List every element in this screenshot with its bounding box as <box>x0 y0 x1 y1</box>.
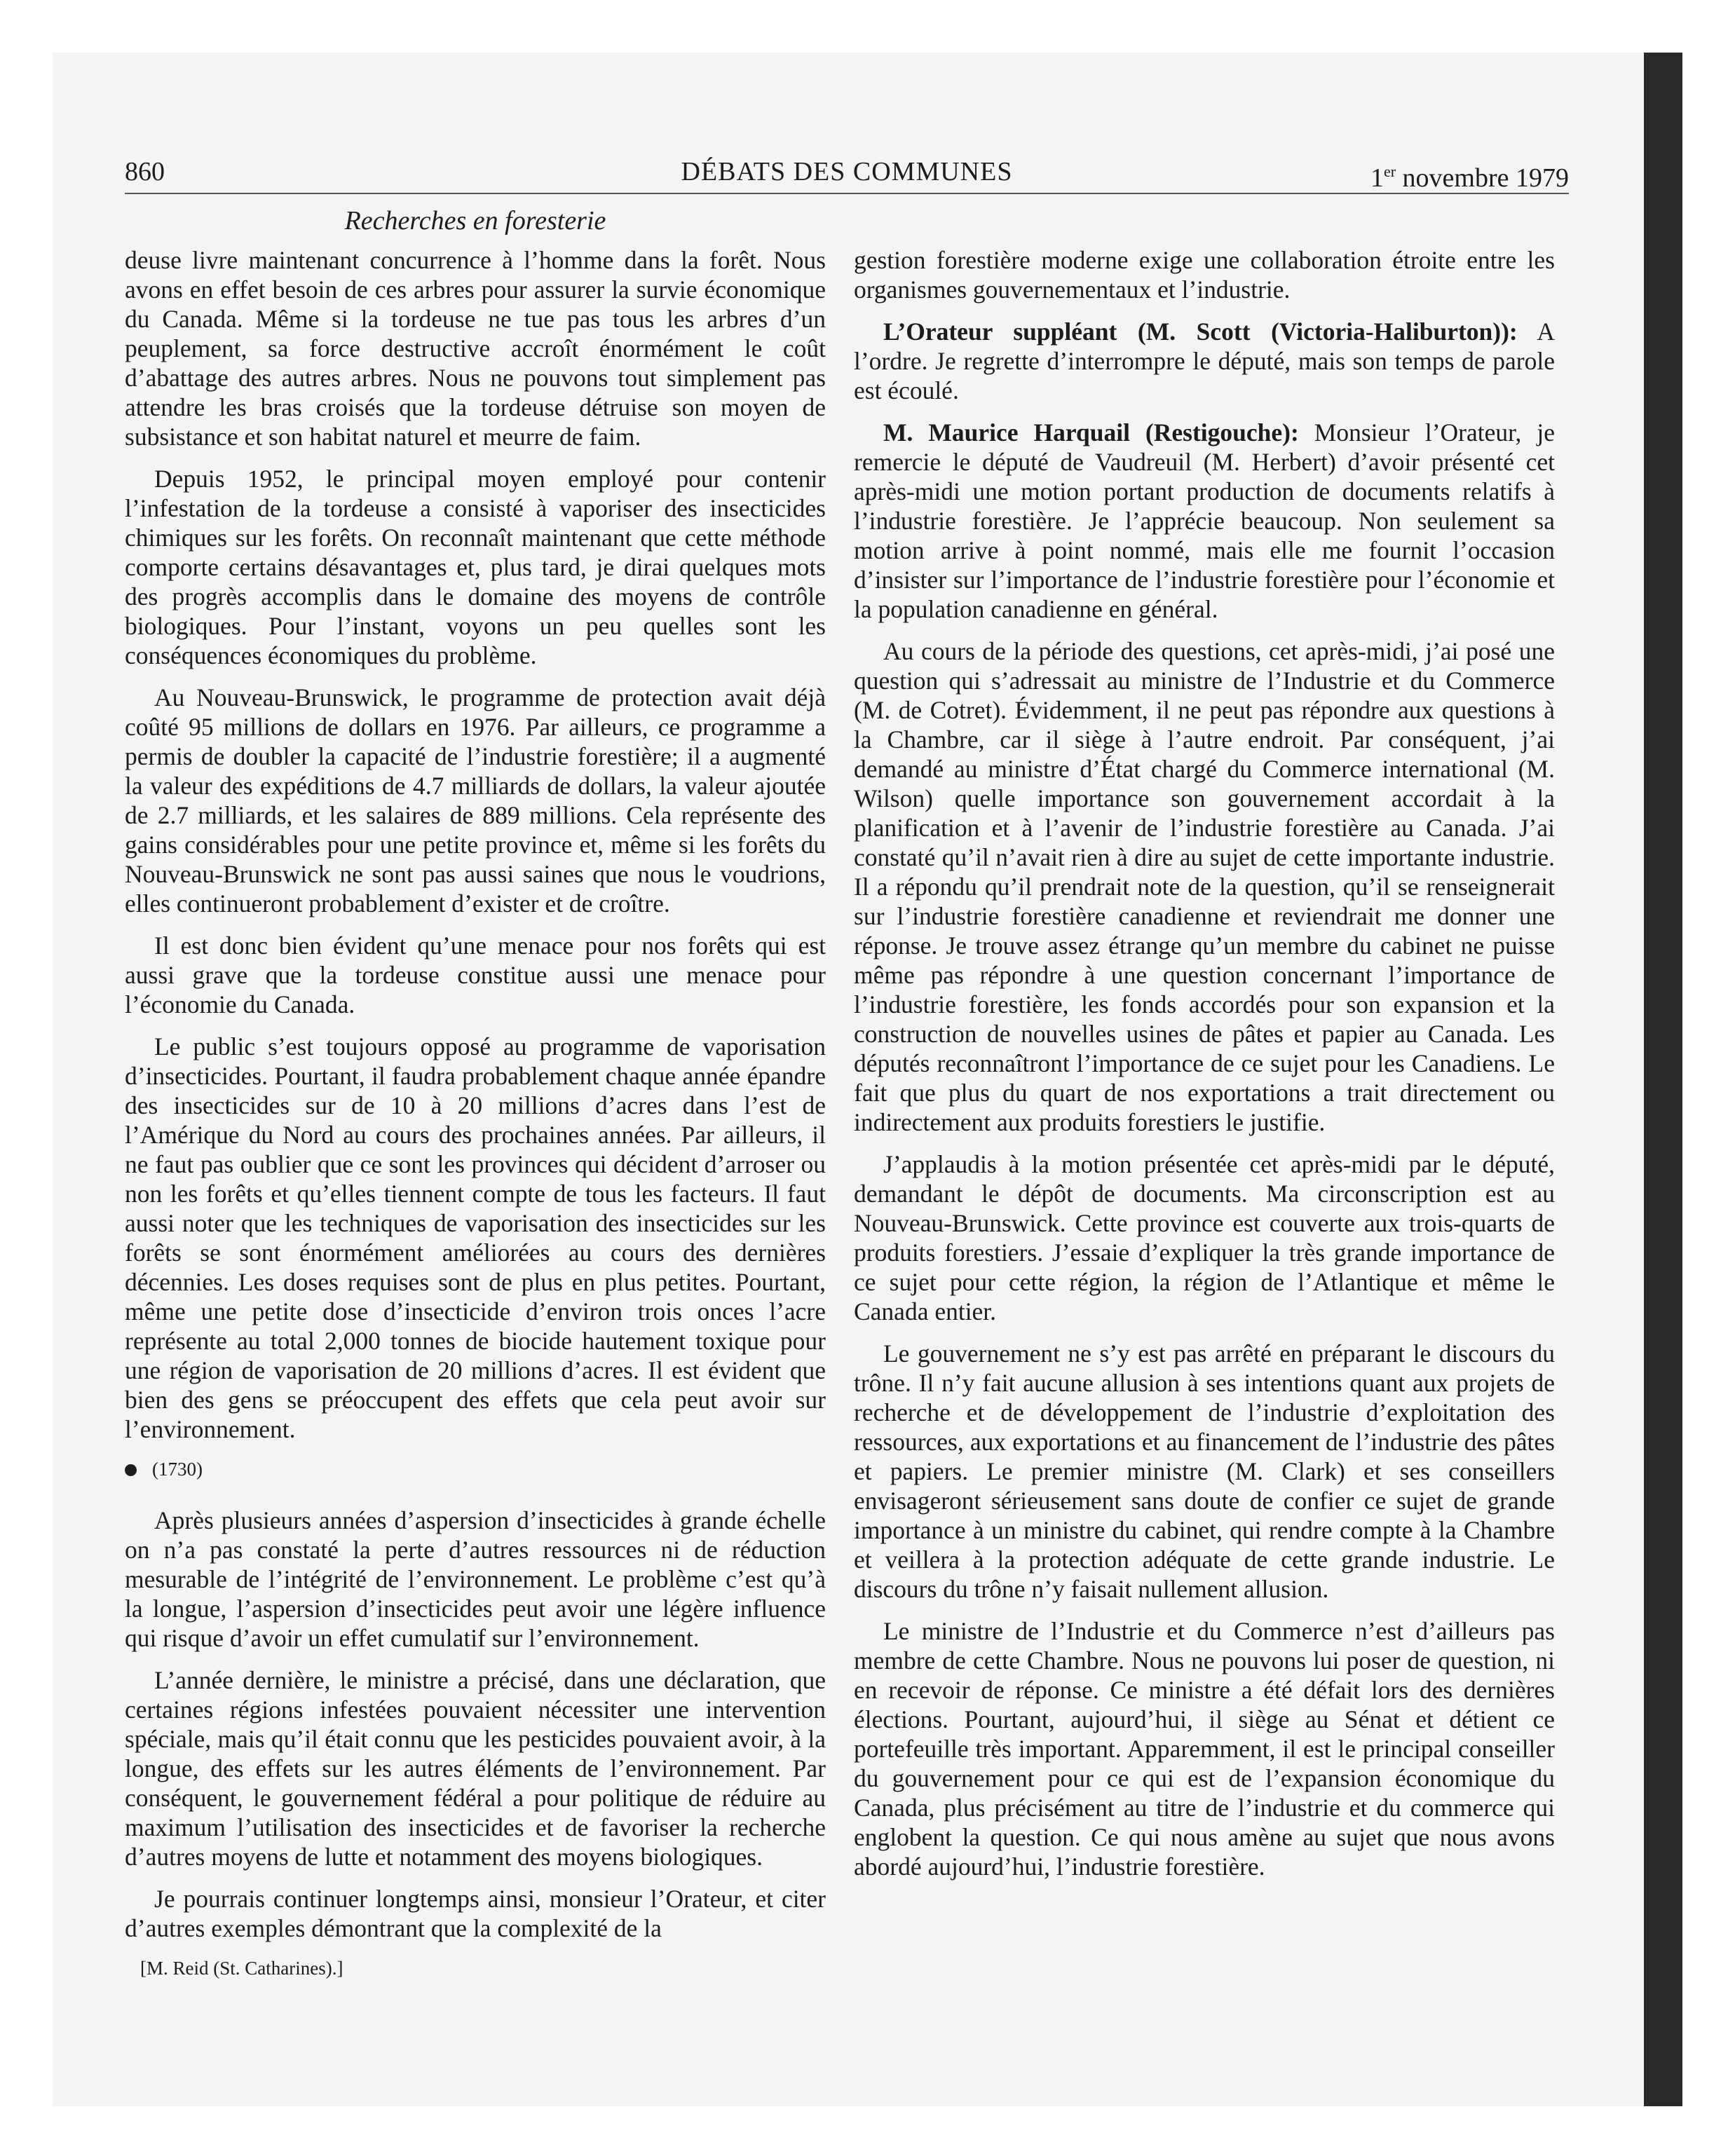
time-marker <box>125 1456 826 1482</box>
bullet-dot-icon <box>125 1464 137 1476</box>
speech-text: Monsieur l’Orateur, je remercie le député de Vaudreuil (M. Herbert) d’avoir présenté cet après-midi une motion portant production de documents relatifs à l’industrie forestière. Je l’apprécie beaucoup. Non seulement sa motion arrive à point nommé, mais elle me fournit l’occasion d’insister sur l’importance de l’industrie forestière pour l’économie et la population canadienne en général. <box>854 418 1555 623</box>
right-column <box>854 245 1555 1894</box>
speaker-name: M. Maurice Harquail (Restigouche): <box>883 418 1299 446</box>
speaker-name: L’Orateur suppléant (M. Scott (Victoria-Haliburton)): <box>883 318 1518 346</box>
section-subhead: Recherches en foresterie <box>344 206 606 236</box>
paragraph: Le gouvernement ne s’y est pas arrêté en préparant le discours du trône. Il n’y fait aucune allusion à ses intentions quant aux projets de recherche et de développement de l’industrie d’exploitation des ressources, aux exportations et au financement de l’industrie des pâtes et papiers. Le premier ministre (M. Clark) et ses conseillers envisageront sérieusement sans doute de confier ce sujet de grande importance à un ministre du cabinet, qui rendre compte à la Chambre et veillera à la protection adéquate de cette grande industrie. Le discours du trône n’y faisait nullement allusion. <box>854 1339 1555 1603</box>
scan-edge-bar <box>1644 53 1682 2106</box>
paragraph: Il est donc bien évident qu’une menace pour nos forêts qui est aussi grave que la tordeuse constitue aussi une menace pour l’économie du Canada. <box>125 932 826 1018</box>
speech-text: A l’ordre. Je regrette d’interrompre le député, mais son temps de parole est écoulé. <box>854 318 1555 404</box>
journal-title: DÉBATS DES COMMUNES <box>681 157 1013 186</box>
paragraph: Le public s’est toujours opposé au programme de vaporisation d’insecticides. Pourtant, il faudra probablement chaque année épandre des insecticides sur de 10 à 20 millions d’acres dans l’est de l’Amérique du Nord au cours des prochaines années. Par ailleurs, il ne faut pas oublier que ce sont les provinces qui décident d’arroser ou non les forêts et qu’elles tiennent compte de tous les facteurs. Il faut aussi noter que les techniques de vaporisation des insecticides sur les forêts se sont énormément améliorées au cours des dernières décennies. Les doses requises sont de plus en plus petites. Pourtant, même une petite dose d’insecticide d’environ trois onces l’acre représente au total 2,000 tonnes de biocide hautement toxique pour une région de vaporisation de 20 millions d’acres. Il est évident que bien des gens se préoccupent des effets que cela peut avoir sur l’environnement. <box>125 1032 826 1443</box>
paragraph: Au Nouveau-Brunswick, le programme de protection avait déjà coûté 95 millions de dollars en 1976. Par ailleurs, ce programme a permis de doubler la capacité de l’industrie forestière; il a augmenté la valeur des expéditions de 4.7 milliards de dollars, la valeur ajoutée de 2.7 milliards, et les salaires de 889 millions. Cela représente des gains considérables pour une petite province et, même si les forêts du Nouveau-Brunswick ne sont pas aussi saines que nous le voudrions, elles continueront probablement d’exister et de croître. <box>125 683 826 917</box>
speech-paragraph <box>854 418 1555 624</box>
paragraph: Après plusieurs années d’aspersion d’insecticides à grande échelle on n’a pas constaté la perte d’autres ressources ni de réduction mesurable de l’intégrité de l’environnement. Le problème c’est qu’à la longue, l’aspersion d’insecticides peut avoir une légère influence qui risque d’avoir un effet cumulatif sur l’environnement. <box>125 1506 826 1652</box>
paragraph: gestion forestière moderne exige une collaboration étroite entre les organismes gouvernementaux et l’industrie. <box>854 246 1555 303</box>
paragraph: Je pourrais continuer longtemps ainsi, monsieur l’Orateur, et citer d’autres exemples démontrant que la complexité de la <box>125 1885 826 1942</box>
paragraph: deuse livre maintenant concurrence à l’homme dans la forêt. Nous avons en effet besoin de ces arbres pour assurer la survie économique du Canada. Même si la tordeuse ne tue pas tous les arbres d’un peuplement, sa force destructive accroît énormément le coût d’abattage des autres arbres. Nous ne pouvons tout simplement pas attendre les bras croisés que la tordeuse détruise son moyen de subsistance et son habitat naturel et meurre de faim. <box>125 246 826 451</box>
header-rule <box>125 193 1569 194</box>
speech-paragraph <box>854 317 1555 405</box>
date-day: 1 <box>1370 163 1384 193</box>
paragraph: Au cours de la période des questions, cet après-midi, j’ai posé une question qui s’adressait au ministre de l’Industrie et du Commerce (M. de Cotret). Évidemment, il ne peut pas répondre aux questions à la Chambre, car il siège à l’autre endroit. Par conséquent, j’ai demandé au ministre d’État chargé du Commerce international (M. Wilson) quelle importance son gouvernement accordait à la planification et à l’avenir de l’industrie forestière au Canada. J’ai constaté qu’il n’avait rien à dire au sujet de cette importante industrie. Il a répondu qu’il prendrait note de la question, qu’il se renseignerait sur l’industrie forestière canadienne et reviendrait me donner une réponse. Je trouve assez étrange qu’un membre du cabinet ne puisse même pas répondre à une question concernant l’importance de l’industrie forestière, les fonds accordés pour son expansion et la construction de nouvelles usines de pâtes et papier au Canada. Les députés reconnaîtront l’importance de ce sujet pour les Canadiens. Le fait que plus du quart de nos exportations a trait directement ou indirectement aux produits forestiers le justifie. <box>854 637 1555 1136</box>
time-marker-label: (1730) <box>152 1459 203 1480</box>
date-superscript: er <box>1383 163 1396 180</box>
paragraph: L’année dernière, le ministre a précisé, dans une déclaration, que certaines régions infestées pouvaient nécessiter une intervention spéciale, mais qu’il était connu que les pesticides pouvaient avoir, à la longue, des effets sur les autres éléments de l’environnement. Par conséquent, le gouvernement fédéral a pour politique de réduire au maximum l’utilisation des insecticides et de favoriser la recherche d’autres moyens de lutte et notamment des moyens biologiques. <box>125 1666 826 1871</box>
paragraph: Depuis 1952, le principal moyen employé pour contenir l’infestation de la tordeuse a consisté à vaporiser des insecticides chimiques sur les forêts. On reconnaît maintenant que cette méthode comporte certains désavantages et, plus tard, je dirai quelques mots des progrès accomplis dans le domaine des moyens de contrôle biologiques. Pour l’instant, voyons un peu quelles sont les conséquences économiques du problème. <box>125 465 826 669</box>
speaker-footnote: [M. Reid (St. Catharines).] <box>140 1958 343 1979</box>
page-header <box>125 154 1569 196</box>
paragraph: Le ministre de l’Industrie et du Commerce n’est d’ailleurs pas membre de cette Chambre. Nous ne pouvons lui poser de question, ni en recevoir de réponse. Ce ministre a été défait lors des dernières élections. Pourtant, aujourd’hui, il siège au Sénat et détient ce portefeuille très important. Apparemment, il est le principal conseiller du gouvernement pour ce qui est de l’expansion économique du Canada, plus précisément au titre de l’industrie et du commerce qui englobent la question. Ce qui nous amène au sujet que nous avons abordé aujourd’hui, l’industrie forestière. <box>854 1617 1555 1881</box>
page-number: 860 <box>125 157 165 186</box>
page-date <box>1370 154 1569 196</box>
date-month-year: novembre 1979 <box>1396 163 1569 193</box>
left-column <box>125 245 826 1981</box>
paragraph: J’applaudis à la motion présentée cet après-midi par le député, demandant le dépôt de documents. Ma circonscription est au Nouveau-Brunswick. Cette province est couverte aux trois-quarts de produits forestiers. J’essaie d’expliquer la très grande importance de ce sujet pour cette région, la région de l’Atlantique et même le Canada entier. <box>854 1150 1555 1325</box>
